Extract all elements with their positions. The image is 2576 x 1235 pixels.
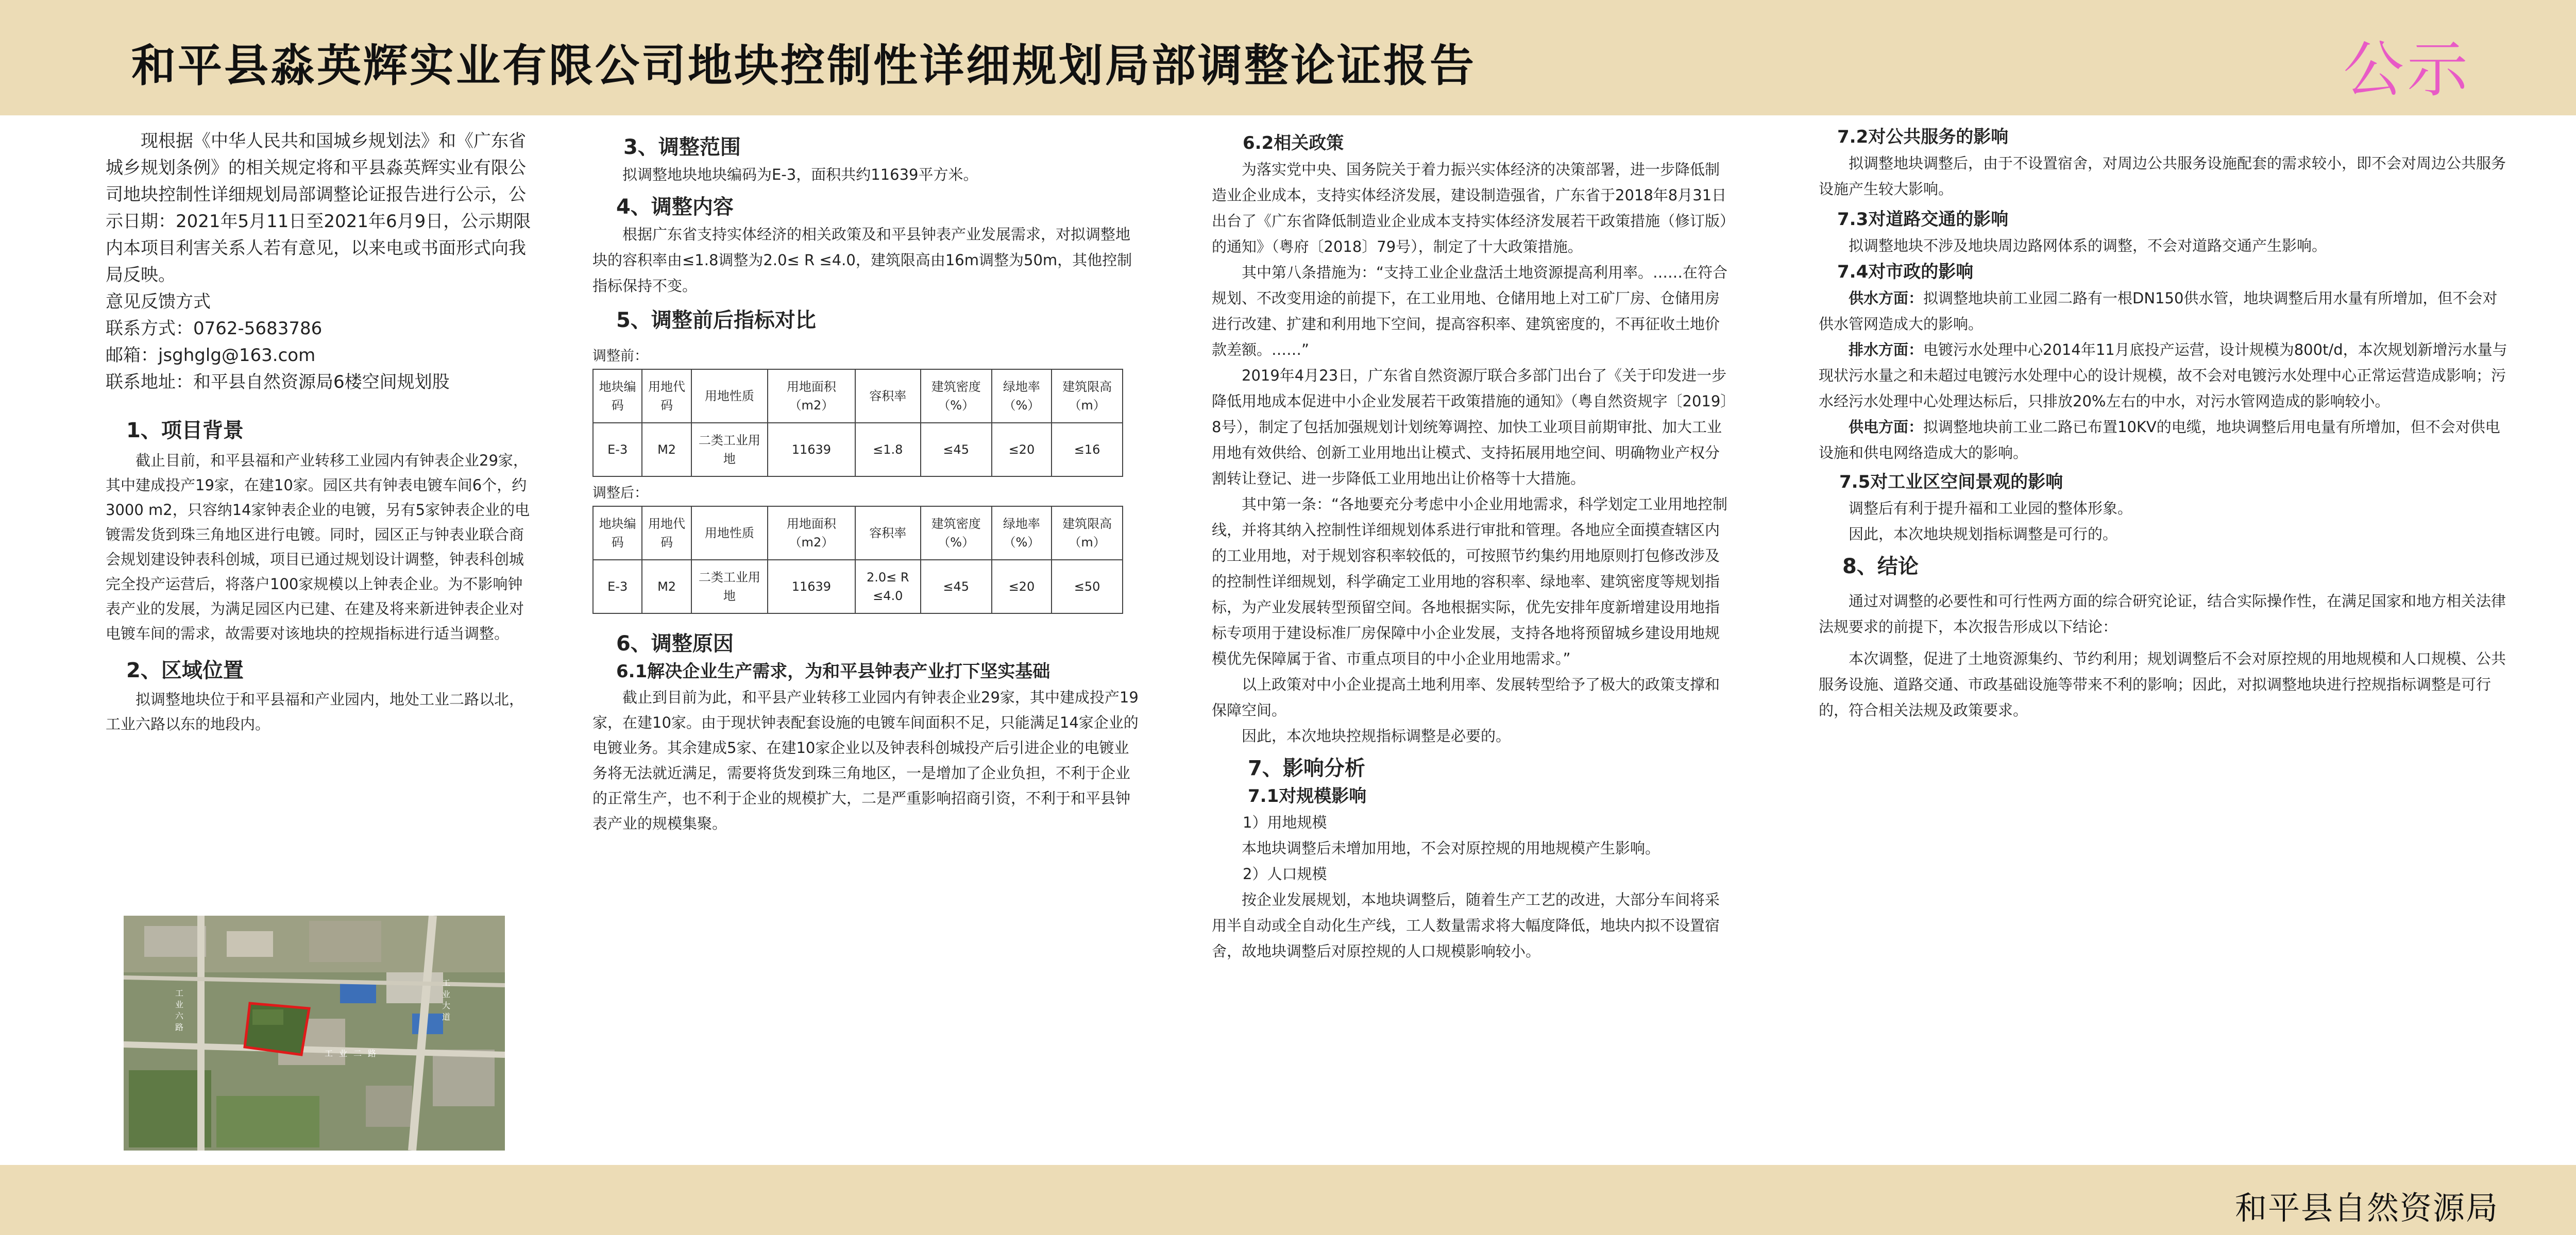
policy-para-6: 因此，本次地块控规指标调整是必要的。: [1242, 727, 1511, 745]
table-after-header: [593, 506, 1123, 560]
header-banner: [0, 0, 2576, 115]
policy-para-2: 其中第八条措施为：“支持工业企业盘活土地资源提高利用率。……在符合规划、不改变用途的前提下，在工业用地、仓储用地上对工矿厂房、仓储用房进行改建、扩建和利用地下空间，提高容积率、建筑密度的，不再征收土地价款差额。……”: [1212, 264, 1728, 358]
table-before: [592, 369, 1123, 477]
table-before-label: 调整前：: [592, 348, 648, 364]
section-7-4-title: 7.4对市政的影响: [1837, 262, 1974, 282]
water-supply-label: 供水方面：: [1849, 289, 1924, 307]
table-cell: 11639: [768, 423, 855, 476]
table-header-cell: 绿地率（%）: [992, 506, 1052, 560]
section-2-title: 2、区域位置: [126, 659, 244, 682]
table-cell: 11639: [768, 560, 855, 613]
column-4: [1819, 124, 2509, 723]
water-supply-text: [1819, 285, 2509, 337]
policy-para-1: 为落实党中央、国务院关于着力振兴实体经济的决策部署，进一步降低制造业企业成本，支持实体经济发展，建设制造强省，广东省于2018年8月31日出台了《广东省降低制造业企业成本支持实体经济发展若干政策措施（修订版）的通知》（粤府〔2018〕79号），制定了十大政策措施。: [1212, 161, 1727, 255]
section-7-5-text-2: 因此，本次地块规划指标调整是可行的。: [1849, 525, 2118, 543]
table-header-cell: 建筑密度（%）: [921, 369, 992, 423]
table-cell: M2: [642, 560, 691, 613]
column-3: [1212, 130, 1732, 964]
table-cell: 2.0≤ R ≤4.0: [855, 560, 921, 613]
power-supply-text: [1819, 414, 2509, 466]
conclusion-para-1: 通过对调整的必要性和可行性两方面的综合研究论证，结合实际操作性，在满足国家和地方相关法律法规要求的前提下，本次报告形成以下结论：: [1819, 592, 2506, 636]
section-7-title: 7、影响分析: [1248, 757, 1365, 780]
drainage-label: 排水方面：: [1849, 341, 1924, 358]
scale-item-1: 1）用地规模: [1243, 814, 1327, 831]
section-1-title: 1、项目背景: [126, 419, 244, 442]
table-cell: 二类工业用地: [691, 560, 768, 613]
table-cell: ≤16: [1052, 423, 1123, 476]
table-header-cell: 容积率: [855, 369, 921, 423]
section-6-title: 6、调整原因: [616, 632, 734, 656]
conclusion-para-2: 本次调整，促进了土地资源集约、节约利用；规划调整后不会对原控规的用地规模和人口规模、公共服务设施、道路交通、市政基础设施等带来不利的影响；因此，对拟调整地块进行控规指标调整是可行的，符合相关法规及政策要求。: [1819, 650, 2506, 719]
map-road-label-1: 工业六路: [175, 988, 184, 1032]
table-header-cell: 用地面积（m2）: [768, 506, 855, 560]
table-header-cell: 地块编码: [593, 369, 642, 423]
table-cell: 二类工业用地: [691, 423, 768, 476]
section-7-5-title: 7.5对工业区空间景观的影响: [1839, 472, 2063, 492]
section-7-2-title: 7.2对公共服务的影响: [1837, 127, 2009, 147]
column-1: [106, 128, 533, 736]
column-2: [592, 133, 1144, 836]
location-map: [124, 916, 505, 1151]
table-header-cell: 用地代码: [642, 369, 691, 423]
table-cell: E-3: [593, 423, 642, 476]
table-header-cell: 绿地率（%）: [992, 369, 1052, 423]
table-cell: ≤50: [1052, 560, 1123, 613]
scale-item-2-text: 按企业发展规划，本地块调整后，随着生产工艺的改进，大部分车间将采用半自动或全自动化生产线，工人数量需求将大幅度降低，地块内拟不设置宿舍，故地块调整后对原控规的人口规模影响较小。: [1212, 891, 1720, 960]
policy-para-4: 其中第一条：“各地要充分考虑中小企业用地需求，科学划定工业用地控制线，并将其纳入控制性详细规划体系进行审批和管理。各地应全面摸查辖区内的工业用地，对于规划容积率较低的，可按照节约集约用地原则打包修改涉及的控制性详细规划，科学确定工业用地的容积率、绿地率、建筑密度等规划指标，为产业发展转型预留空间。各地根据实际，优先安排年度新增建设用地指标专项用于建设标准厂房保障中小企业发展，支持各地将预留城乡建设用地规模优先保障属于省、市重点项目的中小企业用地需求。”: [1212, 495, 1728, 667]
section-3-title: 3、调整范围: [623, 135, 741, 159]
table-before-row: [593, 423, 1123, 476]
page-title: 和平县淼英辉实业有限公司地块控制性详细规划局部调整论证报告: [131, 40, 1476, 92]
contact-address: 联系地址：和平县自然资源局6楼空间规划股: [106, 372, 450, 392]
footer-organization: 和平县自然资源局: [2234, 1189, 2499, 1227]
table-after-row: [593, 560, 1123, 613]
map-road-label-2: 工业二路: [325, 1049, 383, 1058]
section-4-title: 4、调整内容: [616, 195, 734, 219]
table-after-label: 调整后：: [592, 485, 648, 501]
table-cell: ≤1.8: [855, 423, 921, 476]
table-after: [592, 506, 1123, 614]
notice-label: 公示: [2343, 34, 2471, 105]
contact-email: 邮箱：jsghglg@163.com: [106, 345, 316, 366]
table-cell: ≤20: [992, 423, 1052, 476]
section-2-text: 拟调整地块位于和平县福和产业园内，地处工业二路以北，工业六路以东的地段内。: [106, 691, 524, 733]
scale-item-1-text: 本地块调整后未增加用地，不会对原控规的用地规模产生影响。: [1242, 839, 1660, 857]
section-7-3-text: 拟调整地块不涉及地块周边路网体系的调整，不会对道路交通产生影响。: [1849, 237, 2327, 254]
table-cell: E-3: [593, 560, 642, 613]
section-6-2-title: 6.2相关政策: [1243, 133, 1344, 153]
table-header-cell: 用地面积（m2）: [768, 369, 855, 423]
section-7-5-text-1: 调整后有利于提升福和工业园的整体形象。: [1849, 500, 2133, 517]
section-6-1-title: 6.1解决企业生产需求，为和平县钟表产业打下坚实基础: [616, 661, 1050, 682]
water-supply-desc: 拟调整地块前工业园二路有一根DN150供水管，地块调整后用水量有所增加，但不会对供水管网造成大的影响。: [1819, 289, 2498, 333]
map-road-label-3: 工业大道: [442, 978, 451, 1022]
policy-para-3: 2019年4月23日，广东省自然资源厅联合多部门出台了《关于印发进一步降低用地成本促进中小企业发展若干政策措施的通知》（粤自然资规字〔2019〕8号），制定了包括加强规划计划统筹调控、加快工业项目前期审批、加大工业用地有效供给、创新工业用地出让模式、支持拓展用地空间、明确物业产权分割转让登记、进一步降低工业用地出让价格等十大措施。: [1212, 367, 1728, 487]
table-cell: ≤20: [992, 560, 1052, 613]
footer-banner: [0, 1165, 2576, 1235]
drainage-desc: 电镀污水处理中心2014年11月底投产运营，设计规模为800t/d，本次规划新增污水量与现状污水量之和未超过电镀污水处理中心的设计规模，故不会对电镀污水处理中心正常运营造成影响；污水经污水处理中心处理达标后，只排放20%左右的中水，对污水管网造成的影响较小。: [1819, 341, 2507, 410]
aerial-photo: [124, 916, 505, 1151]
table-cell: ≤45: [921, 423, 992, 476]
table-header-cell: 建筑限高（m）: [1052, 369, 1123, 423]
section-7-1-title: 7.1对规模影响: [1248, 786, 1367, 807]
scale-item-2: 2）人口规模: [1243, 865, 1327, 883]
power-supply-label: 供电方面：: [1849, 418, 1924, 436]
feedback-heading: 意见反馈方式: [106, 291, 211, 312]
table-cell: ≤45: [921, 560, 992, 613]
table-header-cell: 用地代码: [642, 506, 691, 560]
section-7-3-title: 7.3对道路交通的影响: [1837, 209, 2009, 230]
section-1-text: 截止目前，和平县福和产业转移工业园内有钟表企业29家，其中建成投产19家，在建10家。园区共有钟表电镀车间6个，约3000 m2，只容纳14家钟表企业的电镀，另有5家钟表企业的电镀需发货到珠三角地区进行电镀。同时，园区正与钟表业联合商会规划建设钟表科创城，项目已通过规划设计调整，钟表科创城完全投产运营后，将落户100家规模以上钟表企业。为不影响钟表产业的发展，为满足园区内已建、在建及将来新进钟表企业对电镀车间的需求，故需要对该地块的控规指标进行适当调整。: [106, 452, 530, 642]
section-3-text: 拟调整地块地块编码为E-3，面积共约11639平方米。: [622, 166, 978, 183]
table-header-cell: 用地性质: [691, 506, 768, 560]
section-5-title: 5、调整前后指标对比: [616, 308, 816, 332]
section-6-1-text: 截止到目前为此，和平县产业转移工业园内有钟表企业29家，其中建成投产19家，在建10家。由于现状钟表配套设施的电镀车间面积不足，只能满足14家企业的电镀业务。其余建成5家、在建10家企业以及钟表科创城投产后引进企业的电镀业务将无法就近满足，需要将货发到珠三角地区，一是增加了企业负担，不利于企业的正常生产，也不利于企业的规模扩大，二是严重影响招商引资，不利于和平县钟表产业的规模集聚。: [592, 689, 1139, 832]
section-8-title: 8、结论: [1842, 555, 1919, 578]
intro-text: 现根据《中华人民共和国城乡规划法》和《广东省城乡规划条例》的相关规定将和平县淼英辉实业有限公司地块控制性详细规划局部调整论证报告进行公示，公示日期：2021年5月11日至2021年6月9日，公示期限内本项目利害关系人若有意见，以来电或书面形式向我局反映。: [106, 131, 531, 285]
table-before-header: [593, 369, 1123, 423]
section-7-2-text: 拟调整地块调整后，由于不设置宿舍，对周边公共服务设施配套的需求较小，即不会对周边公共服务设施产生较大影响。: [1819, 155, 2506, 198]
table-header-cell: 地块编码: [593, 506, 642, 560]
section-4-text: 根据广东省支持实体经济的相关政策及和平县钟表产业发展需求，对拟调整地块的容积率由≤1.8调整为2.0≤ R ≤4.0，建筑限高由16m调整为50m，其他控制指标保持不变。: [592, 226, 1132, 295]
table-header-cell: 建筑密度（%）: [921, 506, 992, 560]
table-cell: M2: [642, 423, 691, 476]
policy-para-5: 以上政策对中小企业提高土地利用率、发展转型给予了极大的政策支撑和保障空间。: [1212, 676, 1720, 719]
table-header-cell: 容积率: [855, 506, 921, 560]
drainage-text: [1819, 337, 2509, 414]
table-header-cell: 用地性质: [691, 369, 768, 423]
contact-phone: 联系方式：0762-5683786: [106, 318, 323, 339]
table-header-cell: 建筑限高（m）: [1052, 506, 1123, 560]
power-supply-desc: 拟调整地块前工业二路已布置10KV的电缆，地块调整后用电量有所增加，但不会对供电设施和供电网络造成大的影响。: [1819, 418, 2500, 461]
